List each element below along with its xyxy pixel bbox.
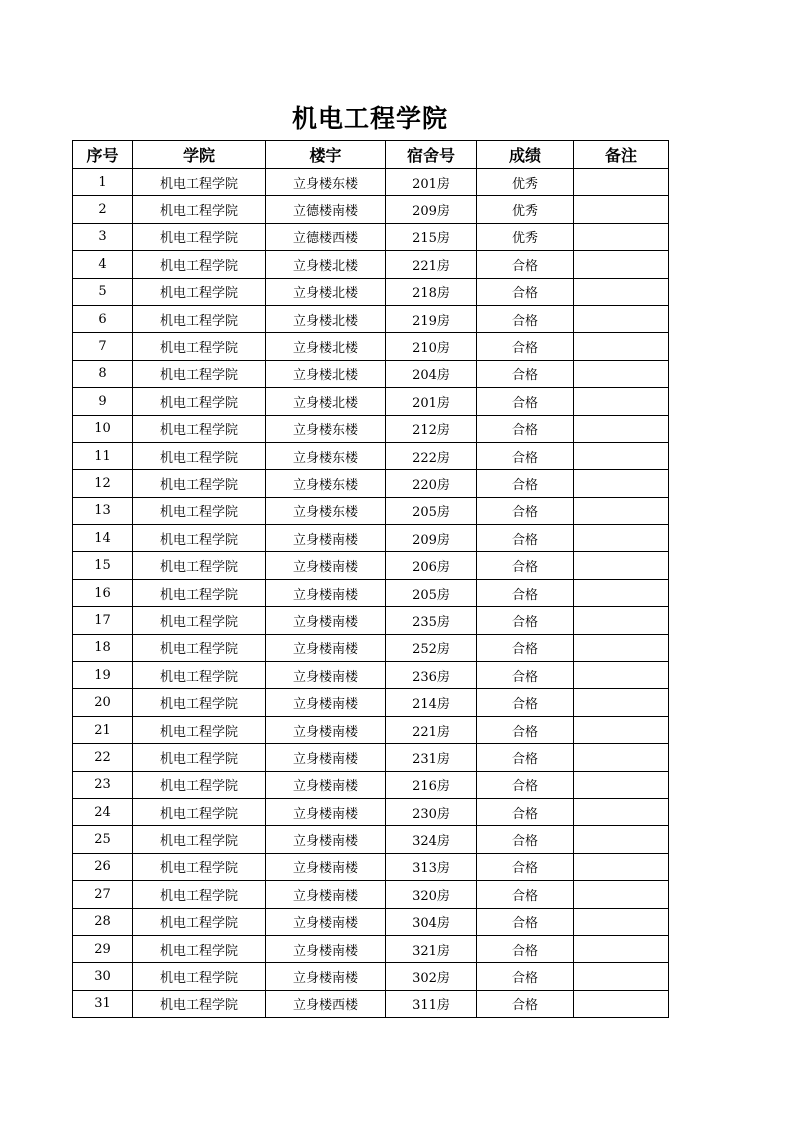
cell-remarks	[574, 305, 669, 332]
cell-college: 机电工程学院	[133, 826, 266, 853]
cell-college: 机电工程学院	[133, 552, 266, 579]
cell-grade: 优秀	[477, 196, 574, 223]
cell-serial-number: 26	[73, 853, 133, 880]
cell-remarks	[574, 771, 669, 798]
cell-building: 立身楼南楼	[266, 963, 386, 990]
cell-building: 立身楼北楼	[266, 251, 386, 278]
cell-remarks	[574, 442, 669, 469]
cell-room-number: 204房	[386, 360, 477, 387]
cell-remarks	[574, 196, 669, 223]
cell-remarks	[574, 908, 669, 935]
cell-grade: 合格	[477, 497, 574, 524]
cell-college: 机电工程学院	[133, 360, 266, 387]
cell-college: 机电工程学院	[133, 881, 266, 908]
table-row	[73, 360, 669, 387]
cell-room-number: 304房	[386, 908, 477, 935]
table-row	[73, 662, 669, 689]
cell-building: 立身楼西楼	[266, 990, 386, 1017]
cell-serial-number: 2	[73, 196, 133, 223]
cell-college: 机电工程学院	[133, 689, 266, 716]
cell-grade: 合格	[477, 935, 574, 962]
table-row	[73, 442, 669, 469]
cell-remarks	[574, 689, 669, 716]
cell-serial-number: 15	[73, 552, 133, 579]
cell-serial-number: 16	[73, 579, 133, 606]
table-row	[73, 826, 669, 853]
cell-building: 立身楼南楼	[266, 798, 386, 825]
cell-building: 立身楼南楼	[266, 634, 386, 661]
cell-remarks	[574, 415, 669, 442]
table-row	[73, 881, 669, 908]
header-serial-number: 序号	[73, 141, 133, 169]
table-row	[73, 935, 669, 962]
cell-remarks	[574, 552, 669, 579]
header-room-number: 宿舍号	[386, 141, 477, 169]
cell-room-number: 212房	[386, 415, 477, 442]
cell-room-number: 218房	[386, 278, 477, 305]
cell-serial-number: 21	[73, 716, 133, 743]
cell-college: 机电工程学院	[133, 388, 266, 415]
cell-building: 立身楼东楼	[266, 442, 386, 469]
cell-room-number: 236房	[386, 662, 477, 689]
table-row	[73, 497, 669, 524]
cell-grade: 合格	[477, 388, 574, 415]
cell-college: 机电工程学院	[133, 470, 266, 497]
header-building: 楼宇	[266, 141, 386, 169]
table-row	[73, 990, 669, 1017]
cell-building: 立身楼南楼	[266, 607, 386, 634]
cell-room-number: 220房	[386, 470, 477, 497]
cell-room-number: 320房	[386, 881, 477, 908]
cell-room-number: 216房	[386, 771, 477, 798]
cell-grade: 合格	[477, 525, 574, 552]
cell-serial-number: 17	[73, 607, 133, 634]
cell-remarks	[574, 662, 669, 689]
table-row	[73, 169, 669, 196]
cell-remarks	[574, 990, 669, 1017]
cell-college: 机电工程学院	[133, 935, 266, 962]
cell-serial-number: 19	[73, 662, 133, 689]
cell-room-number: 201房	[386, 388, 477, 415]
cell-remarks	[574, 388, 669, 415]
cell-serial-number: 3	[73, 223, 133, 250]
table-row	[73, 305, 669, 332]
cell-building: 立身楼南楼	[266, 826, 386, 853]
cell-room-number: 205房	[386, 579, 477, 606]
cell-serial-number: 7	[73, 333, 133, 360]
cell-college: 机电工程学院	[133, 771, 266, 798]
cell-building: 立身楼北楼	[266, 388, 386, 415]
cell-serial-number: 5	[73, 278, 133, 305]
cell-grade: 合格	[477, 908, 574, 935]
cell-college: 机电工程学院	[133, 333, 266, 360]
cell-building: 立身楼南楼	[266, 935, 386, 962]
cell-college: 机电工程学院	[133, 278, 266, 305]
header-college: 学院	[133, 141, 266, 169]
cell-college: 机电工程学院	[133, 525, 266, 552]
cell-serial-number: 6	[73, 305, 133, 332]
cell-building: 立身楼南楼	[266, 744, 386, 771]
table-row	[73, 689, 669, 716]
cell-college: 机电工程学院	[133, 908, 266, 935]
cell-room-number: 313房	[386, 853, 477, 880]
cell-college: 机电工程学院	[133, 223, 266, 250]
table-row	[73, 388, 669, 415]
cell-building: 立身楼东楼	[266, 415, 386, 442]
cell-serial-number: 28	[73, 908, 133, 935]
table-row	[73, 634, 669, 661]
cell-room-number: 221房	[386, 251, 477, 278]
cell-grade: 合格	[477, 826, 574, 853]
cell-grade: 合格	[477, 470, 574, 497]
cell-remarks	[574, 935, 669, 962]
cell-building: 立身楼南楼	[266, 908, 386, 935]
cell-room-number: 230房	[386, 798, 477, 825]
cell-college: 机电工程学院	[133, 415, 266, 442]
cell-room-number: 222房	[386, 442, 477, 469]
cell-room-number: 209房	[386, 525, 477, 552]
cell-room-number: 206房	[386, 552, 477, 579]
cell-serial-number: 20	[73, 689, 133, 716]
table-row	[73, 415, 669, 442]
cell-grade: 合格	[477, 662, 574, 689]
cell-remarks	[574, 881, 669, 908]
cell-building: 立身楼东楼	[266, 470, 386, 497]
table-row	[73, 251, 669, 278]
cell-grade: 合格	[477, 963, 574, 990]
cell-building: 立身楼南楼	[266, 552, 386, 579]
cell-building: 立德楼西楼	[266, 223, 386, 250]
cell-remarks	[574, 963, 669, 990]
cell-remarks	[574, 607, 669, 634]
cell-grade: 合格	[477, 798, 574, 825]
cell-room-number: 252房	[386, 634, 477, 661]
cell-remarks	[574, 497, 669, 524]
cell-grade: 合格	[477, 607, 574, 634]
cell-building: 立身楼南楼	[266, 579, 386, 606]
cell-serial-number: 11	[73, 442, 133, 469]
dormitory-grades-table	[72, 140, 669, 1018]
cell-grade: 合格	[477, 744, 574, 771]
cell-grade: 合格	[477, 990, 574, 1017]
cell-building: 立身楼南楼	[266, 525, 386, 552]
cell-grade: 合格	[477, 689, 574, 716]
cell-serial-number: 31	[73, 990, 133, 1017]
cell-grade: 合格	[477, 716, 574, 743]
table-row	[73, 853, 669, 880]
cell-remarks	[574, 579, 669, 606]
table-body	[73, 169, 669, 1018]
cell-college: 机电工程学院	[133, 305, 266, 332]
cell-room-number: 324房	[386, 826, 477, 853]
cell-remarks	[574, 278, 669, 305]
cell-serial-number: 18	[73, 634, 133, 661]
cell-serial-number: 27	[73, 881, 133, 908]
cell-remarks	[574, 744, 669, 771]
cell-grade: 合格	[477, 415, 574, 442]
table-row	[73, 607, 669, 634]
cell-grade: 合格	[477, 881, 574, 908]
cell-room-number: 215房	[386, 223, 477, 250]
cell-college: 机电工程学院	[133, 990, 266, 1017]
cell-serial-number: 9	[73, 388, 133, 415]
cell-remarks	[574, 223, 669, 250]
header-grade: 成绩	[477, 141, 574, 169]
table-row	[73, 278, 669, 305]
cell-remarks	[574, 251, 669, 278]
table-row	[73, 744, 669, 771]
cell-building: 立身楼东楼	[266, 169, 386, 196]
cell-room-number: 214房	[386, 689, 477, 716]
cell-room-number: 201房	[386, 169, 477, 196]
cell-serial-number: 1	[73, 169, 133, 196]
cell-serial-number: 22	[73, 744, 133, 771]
cell-serial-number: 24	[73, 798, 133, 825]
cell-grade: 合格	[477, 333, 574, 360]
table-row	[73, 716, 669, 743]
cell-college: 机电工程学院	[133, 716, 266, 743]
cell-serial-number: 13	[73, 497, 133, 524]
table-header-row	[73, 141, 669, 169]
cell-building: 立德楼南楼	[266, 196, 386, 223]
table-row	[73, 552, 669, 579]
table-row	[73, 333, 669, 360]
cell-college: 机电工程学院	[133, 963, 266, 990]
cell-building: 立身楼南楼	[266, 881, 386, 908]
cell-serial-number: 23	[73, 771, 133, 798]
cell-grade: 优秀	[477, 169, 574, 196]
cell-college: 机电工程学院	[133, 662, 266, 689]
cell-college: 机电工程学院	[133, 607, 266, 634]
table-row	[73, 196, 669, 223]
cell-remarks	[574, 716, 669, 743]
cell-grade: 合格	[477, 442, 574, 469]
cell-room-number: 221房	[386, 716, 477, 743]
cell-serial-number: 10	[73, 415, 133, 442]
cell-remarks	[574, 333, 669, 360]
cell-grade: 合格	[477, 579, 574, 606]
cell-grade: 合格	[477, 251, 574, 278]
table-row	[73, 525, 669, 552]
cell-serial-number: 12	[73, 470, 133, 497]
cell-remarks	[574, 798, 669, 825]
cell-room-number: 231房	[386, 744, 477, 771]
header-remarks: 备注	[574, 141, 669, 169]
cell-building: 立身楼北楼	[266, 305, 386, 332]
cell-building: 立身楼南楼	[266, 689, 386, 716]
cell-room-number: 205房	[386, 497, 477, 524]
document-title: 机电工程学院	[291, 104, 448, 133]
cell-remarks	[574, 360, 669, 387]
cell-college: 机电工程学院	[133, 853, 266, 880]
cell-remarks	[574, 169, 669, 196]
table-row	[73, 798, 669, 825]
table-row	[73, 963, 669, 990]
cell-college: 机电工程学院	[133, 579, 266, 606]
table-row	[73, 470, 669, 497]
cell-building: 立身楼北楼	[266, 360, 386, 387]
cell-college: 机电工程学院	[133, 497, 266, 524]
cell-room-number: 210房	[386, 333, 477, 360]
cell-college: 机电工程学院	[133, 442, 266, 469]
cell-remarks	[574, 634, 669, 661]
cell-grade: 合格	[477, 278, 574, 305]
table-row	[73, 771, 669, 798]
cell-college: 机电工程学院	[133, 196, 266, 223]
cell-grade: 合格	[477, 360, 574, 387]
table-row	[73, 579, 669, 606]
cell-room-number: 311房	[386, 990, 477, 1017]
cell-college: 机电工程学院	[133, 251, 266, 278]
cell-remarks	[574, 470, 669, 497]
table-row	[73, 908, 669, 935]
cell-grade: 合格	[477, 771, 574, 798]
cell-serial-number: 30	[73, 963, 133, 990]
cell-room-number: 302房	[386, 963, 477, 990]
cell-remarks	[574, 525, 669, 552]
cell-remarks	[574, 826, 669, 853]
cell-serial-number: 14	[73, 525, 133, 552]
cell-college: 机电工程学院	[133, 169, 266, 196]
cell-grade: 优秀	[477, 223, 574, 250]
cell-room-number: 209房	[386, 196, 477, 223]
cell-grade: 合格	[477, 634, 574, 661]
cell-remarks	[574, 853, 669, 880]
cell-grade: 合格	[477, 305, 574, 332]
cell-building: 立身楼南楼	[266, 853, 386, 880]
cell-serial-number: 4	[73, 251, 133, 278]
table-row	[73, 223, 669, 250]
cell-room-number: 321房	[386, 935, 477, 962]
cell-college: 机电工程学院	[133, 798, 266, 825]
cell-serial-number: 25	[73, 826, 133, 853]
cell-building: 立身楼南楼	[266, 716, 386, 743]
cell-grade: 合格	[477, 552, 574, 579]
cell-room-number: 219房	[386, 305, 477, 332]
cell-building: 立身楼南楼	[266, 771, 386, 798]
cell-building: 立身楼南楼	[266, 662, 386, 689]
cell-building: 立身楼东楼	[266, 497, 386, 524]
cell-college: 机电工程学院	[133, 744, 266, 771]
cell-building: 立身楼北楼	[266, 278, 386, 305]
cell-room-number: 235房	[386, 607, 477, 634]
cell-serial-number: 8	[73, 360, 133, 387]
cell-serial-number: 29	[73, 935, 133, 962]
cell-grade: 合格	[477, 853, 574, 880]
cell-college: 机电工程学院	[133, 634, 266, 661]
cell-building: 立身楼北楼	[266, 333, 386, 360]
